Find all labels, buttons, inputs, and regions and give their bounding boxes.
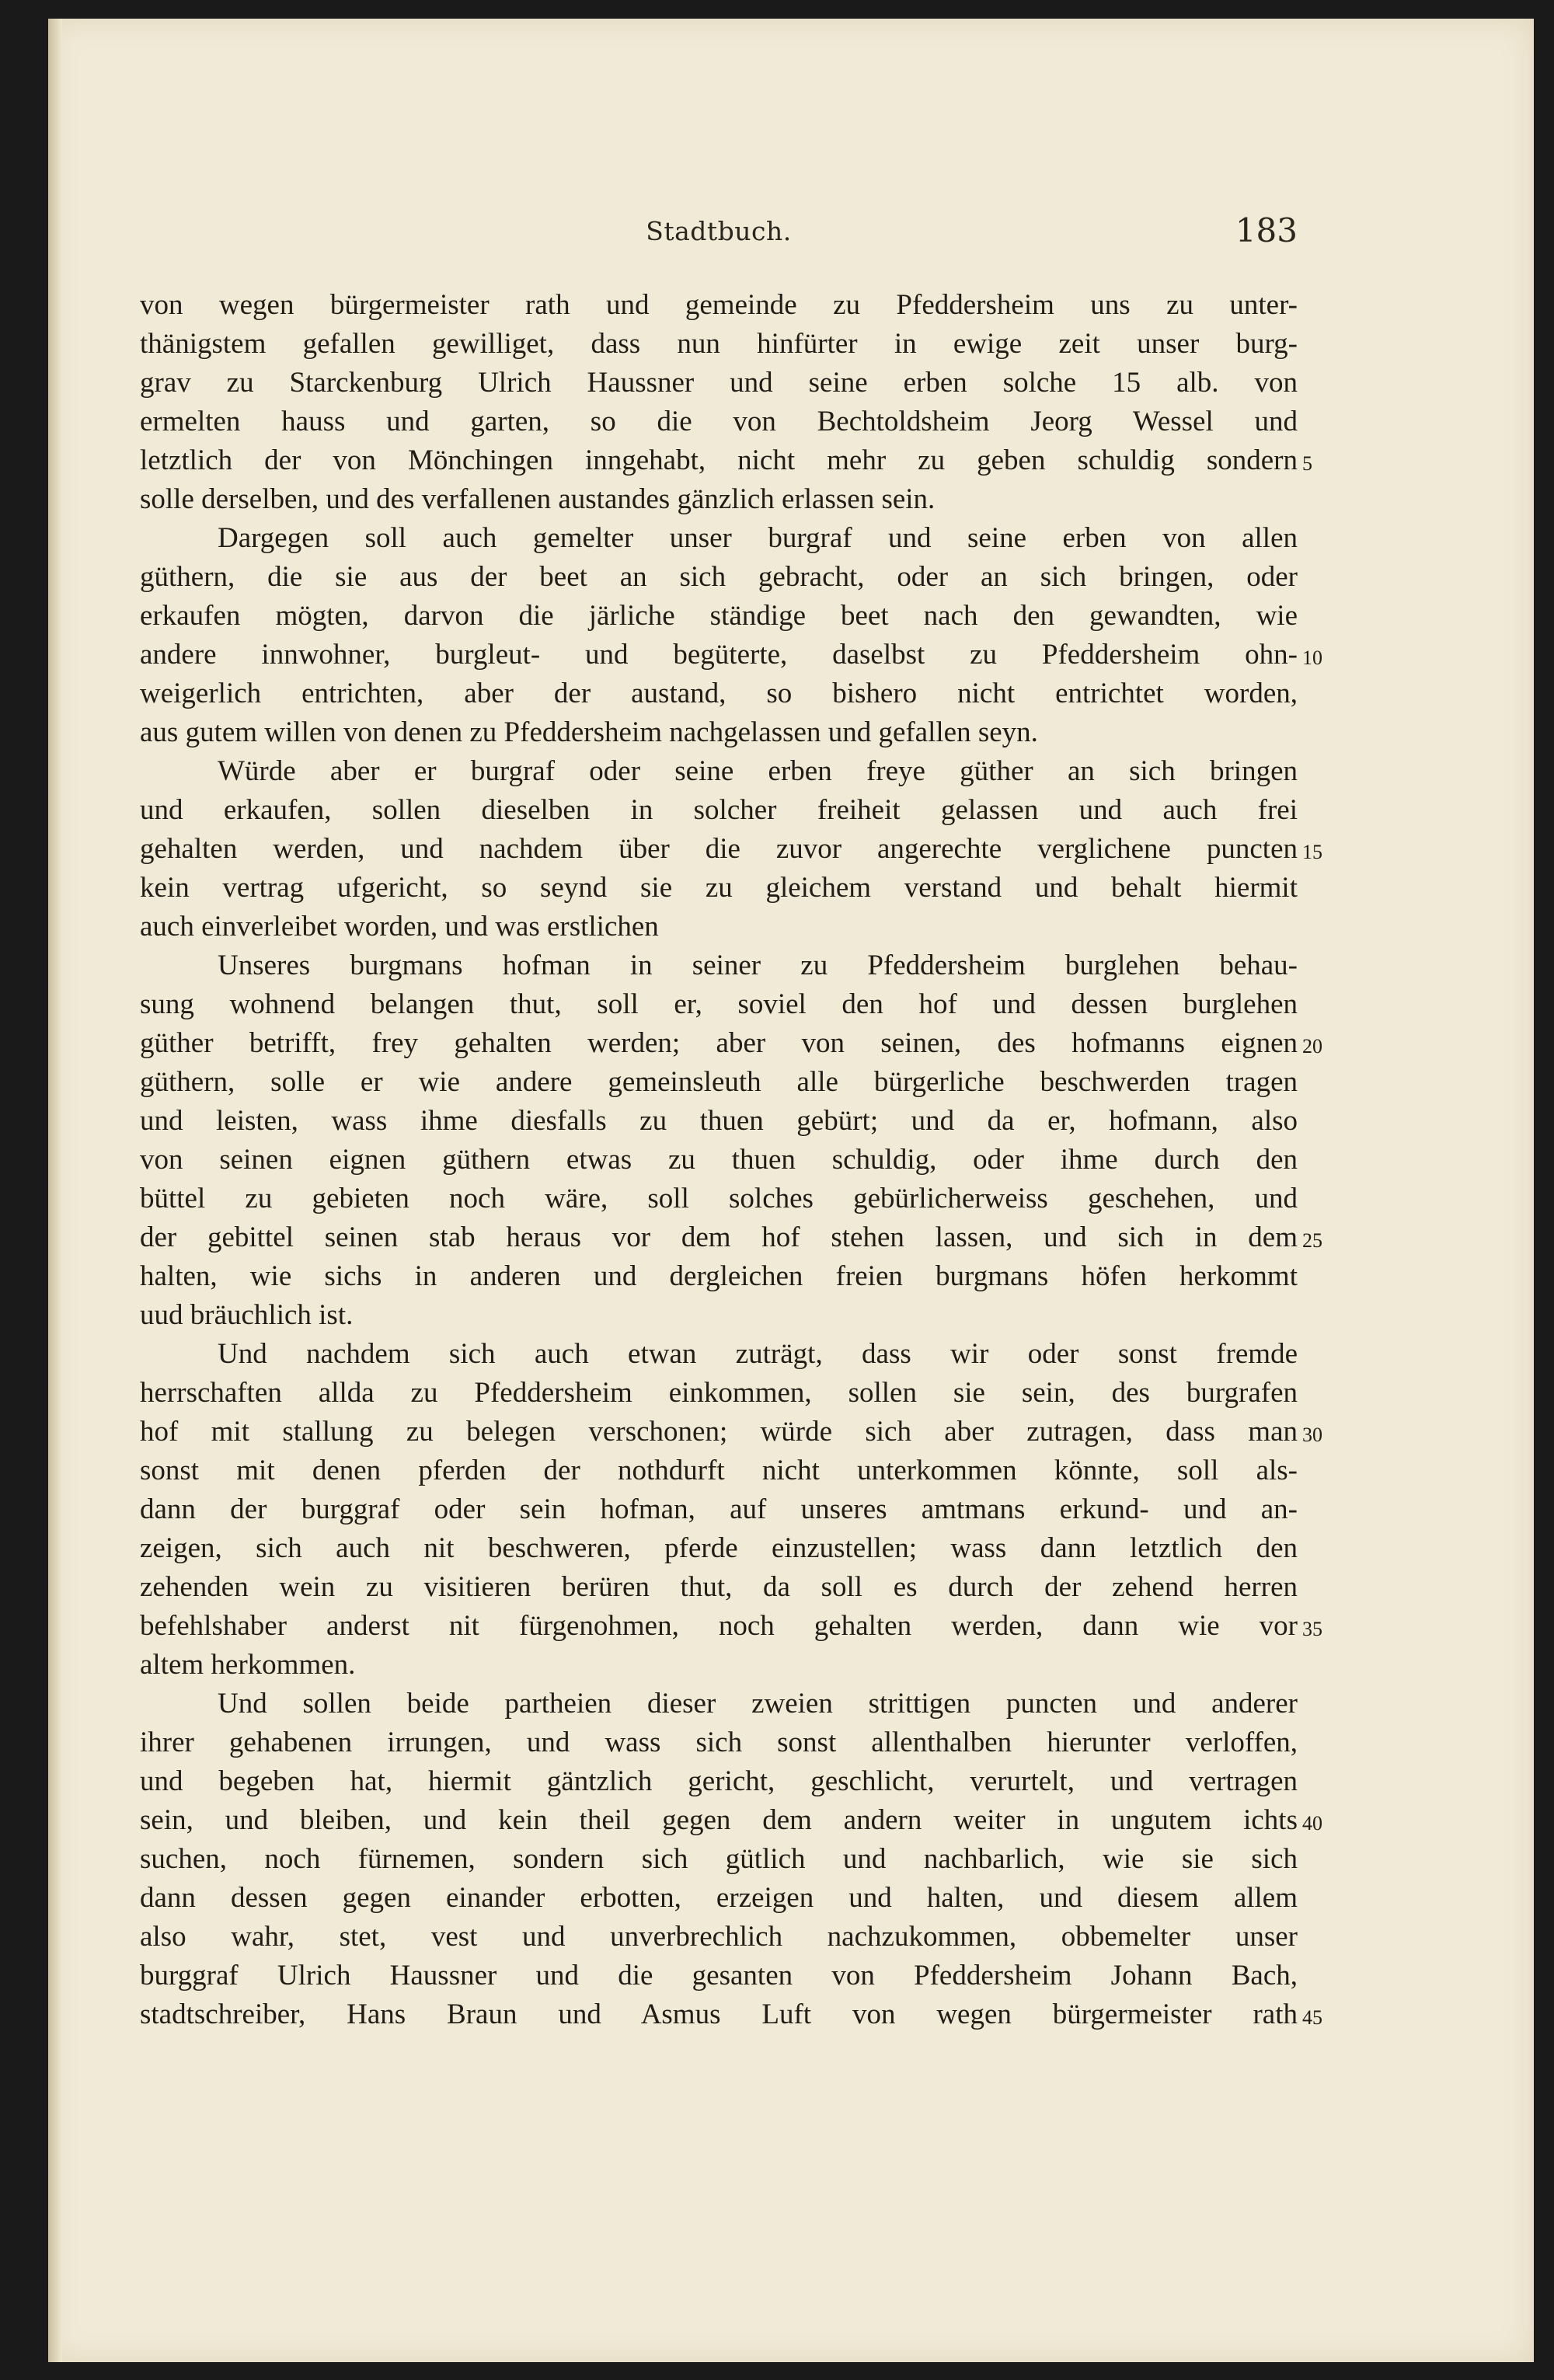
text-line bbox=[140, 1879, 1298, 1918]
text-line bbox=[140, 791, 1298, 830]
text-line-content: halten, wie sichs in anderen und dergleichen freien burgmans höfen herkommt bbox=[140, 1260, 1298, 1292]
text-line-content: sein, und bleiben, und kein theil gegen dem andern weiter in ungutem ichts bbox=[140, 1804, 1298, 1836]
text-line bbox=[140, 1296, 1298, 1335]
text-line-content: uud bräuchlich ist. bbox=[140, 1299, 354, 1331]
text-line-content: sung wohnend belangen thut, soll er, soviel den hof und dessen burglehen bbox=[140, 988, 1298, 1020]
text-line-content: andere innwohner, burgleut- und begüterte, daselbst zu Pfeddersheim ohn- bbox=[140, 639, 1298, 671]
text-line-content: zeigen, sich auch nit beschweren, pferde einzustellen; wass dann letztlich den bbox=[140, 1532, 1298, 1564]
text-line-content: dann dessen gegen einander erbotten, erzeigen und halten, und diesem allem bbox=[140, 1882, 1298, 1914]
text-line bbox=[140, 752, 1298, 791]
text-line bbox=[140, 1918, 1298, 1957]
text-line bbox=[140, 1024, 1322, 1063]
text-line bbox=[140, 1995, 1322, 2034]
text-line-content: grav zu Starckenburg Ulrich Haussner und seine erben solche 15 alb. von bbox=[140, 367, 1298, 399]
text-line bbox=[140, 1685, 1298, 1723]
text-line-content: letztlich der von Mönchingen inngehabt, nicht mehr zu geben schuldig sondern bbox=[140, 444, 1298, 476]
text-line-content: und leisten, wass ihme diesfalls zu thuen gebürt; und da er, hofmann, also bbox=[140, 1105, 1298, 1137]
line-number: 40 bbox=[1302, 1812, 1322, 1835]
text-line bbox=[140, 1218, 1322, 1257]
running-title: Stadtbuch. bbox=[646, 216, 792, 246]
text-line bbox=[140, 286, 1298, 325]
line-number: 35 bbox=[1302, 1618, 1322, 1640]
line-number: 20 bbox=[1302, 1035, 1322, 1058]
text-line bbox=[140, 480, 1298, 519]
text-line-content: Und nachdem sich auch etwan zuträgt, dass wir oder sonst fremde bbox=[218, 1338, 1298, 1370]
text-line bbox=[140, 1801, 1322, 1840]
text-line bbox=[140, 1840, 1298, 1879]
text-line bbox=[140, 1374, 1298, 1413]
line-number: 45 bbox=[1302, 2006, 1322, 2029]
text-line-content: sonst mit denen pferden der nothdurft nicht unterkommen könnte, soll als- bbox=[140, 1455, 1298, 1486]
text-line-content: Dargegen soll auch gemelter unser burgraf und seine erben von allen bbox=[218, 522, 1298, 554]
text-line-content: güther betrifft, frey gehalten werden; aber von seinen, des hofmanns eignen bbox=[140, 1027, 1298, 1059]
text-line-content: stadtschreiber, Hans Braun und Asmus Luft von wegen bürgermeister rath bbox=[140, 1998, 1298, 2030]
text-line bbox=[140, 636, 1322, 674]
text-line bbox=[140, 1257, 1298, 1296]
text-line bbox=[140, 1723, 1298, 1762]
text-line-content: suchen, noch fürnemen, sondern sich gütlich und nachbarlich, wie sie sich bbox=[140, 1843, 1298, 1875]
text-line-content: güthern, solle er wie andere gemeinsleuth alle bürgerliche beschwerden tragen bbox=[140, 1066, 1298, 1098]
text-line bbox=[140, 597, 1298, 636]
text-line bbox=[140, 1568, 1298, 1607]
text-line-content: altem herkommen. bbox=[140, 1649, 356, 1681]
text-line-content: gehalten werden, und nachdem über die zuvor angerechte verglichene puncten bbox=[140, 833, 1298, 865]
text-line-content: thänigstem gefallen gewilliget, dass nun hinfürter in ewige zeit unser burg- bbox=[140, 328, 1298, 360]
text-line bbox=[140, 1102, 1298, 1141]
text-line-content: ermelten hauss und garten, so die von Bechtoldsheim Jeorg Wessel und bbox=[140, 406, 1298, 437]
text-line-content: Und sollen beide partheien dieser zweien strittigen puncten und anderer bbox=[218, 1688, 1298, 1720]
text-line bbox=[140, 946, 1298, 985]
text-line-content: solle derselben, und des verfallenen austandes gänzlich erlassen sein. bbox=[140, 483, 936, 515]
page-gutter bbox=[48, 19, 62, 2362]
text-line-content: Würde aber er burgraf oder seine erben freye güther an sich bringen bbox=[218, 755, 1298, 787]
text-line bbox=[140, 1607, 1322, 1646]
text-line-content: und erkaufen, sollen dieselben in solcher freiheit gelassen und auch frei bbox=[140, 794, 1298, 826]
text-line-content: also wahr, stet, vest und unverbrechlich nachzukommen, obbemelter unser bbox=[140, 1921, 1298, 1953]
text-line-content: erkaufen mögten, darvon die järliche ständige beet nach den gewandten, wie bbox=[140, 600, 1298, 632]
text-line-content: dann der burggraf oder sein hofman, auf unseres amtmans erkund- und an- bbox=[140, 1493, 1298, 1525]
text-line bbox=[140, 325, 1298, 364]
page-number: 183 bbox=[1235, 211, 1298, 249]
text-line-content: befehlshaber anderst nit fürgenohmen, noch gehalten werden, dann wie vor bbox=[140, 1610, 1298, 1642]
page-header bbox=[140, 208, 1298, 255]
text-line-content: von seinen eignen güthern etwas zu thuen schuldig, oder ihme durch den bbox=[140, 1144, 1298, 1176]
text-line-content: auch einverleibet worden, und was erstlichen bbox=[140, 911, 659, 943]
text-line bbox=[140, 1063, 1298, 1102]
text-line bbox=[140, 1490, 1298, 1529]
text-line bbox=[140, 1141, 1298, 1180]
text-line bbox=[140, 1180, 1298, 1218]
page-body bbox=[140, 286, 1322, 2034]
text-line bbox=[140, 402, 1298, 441]
line-number: 15 bbox=[1302, 841, 1322, 863]
line-number: 25 bbox=[1302, 1229, 1322, 1252]
text-line-content: weigerlich entrichten, aber der austand, so bishero nicht entrichtet worden, bbox=[140, 678, 1298, 709]
text-line bbox=[140, 869, 1298, 908]
text-line bbox=[140, 1451, 1298, 1490]
text-line bbox=[140, 1762, 1298, 1801]
line-number: 10 bbox=[1302, 646, 1322, 669]
text-line bbox=[140, 985, 1298, 1024]
text-line-content: aus gutem willen von denen zu Pfeddersheim nachgelassen und gefallen seyn. bbox=[140, 716, 1038, 748]
text-line bbox=[140, 519, 1298, 558]
text-line bbox=[140, 1413, 1322, 1451]
text-line-content: der gebittel seinen stab heraus vor dem hof stehen lassen, und sich in dem bbox=[140, 1221, 1298, 1253]
text-line-content: zehenden wein zu visitieren berüren thut, da soll es durch der zehend herren bbox=[140, 1571, 1298, 1603]
text-line bbox=[140, 1646, 1298, 1685]
text-line bbox=[140, 908, 1298, 946]
text-line bbox=[140, 1335, 1298, 1374]
text-line-content: kein vertrag ufgericht, so seynd sie zu gleichem verstand und behalt hiermit bbox=[140, 872, 1298, 904]
line-number: 30 bbox=[1302, 1423, 1322, 1446]
text-line bbox=[140, 830, 1322, 869]
line-number: 5 bbox=[1302, 452, 1312, 475]
text-line-content: güthern, die sie aus der beet an sich gebracht, oder an sich bringen, oder bbox=[140, 561, 1298, 593]
text-line bbox=[140, 1957, 1298, 1995]
text-line bbox=[140, 441, 1312, 480]
text-line bbox=[140, 558, 1298, 597]
text-line bbox=[140, 713, 1298, 752]
text-line-content: von wegen bürgermeister rath und gemeinde zu Pfeddersheim uns zu unter- bbox=[140, 289, 1298, 321]
text-line-content: herrschaften allda zu Pfeddersheim einkommen, sollen sie sein, des burgrafen bbox=[140, 1377, 1298, 1409]
text-line-content: hof mit stallung zu belegen verschonen; würde sich aber zutragen, dass man bbox=[140, 1416, 1298, 1448]
text-line-content: und begeben hat, hiermit gäntzlich gericht, geschlicht, verurtelt, und vertragen bbox=[140, 1765, 1298, 1797]
text-line bbox=[140, 364, 1298, 402]
text-line bbox=[140, 674, 1298, 713]
text-line-content: Unseres burgmans hofman in seiner zu Pfeddersheim burglehen behau- bbox=[218, 950, 1298, 981]
text-line-content: burggraf Ulrich Haussner und die gesanten von Pfeddersheim Johann Bach, bbox=[140, 1960, 1298, 1991]
text-line-content: büttel zu gebieten noch wäre, soll solches gebürlicherweiss geschehen, und bbox=[140, 1183, 1298, 1214]
text-line-content: ihrer gehabenen irrungen, und wass sich sonst allenthalben hierunter verloffen, bbox=[140, 1727, 1298, 1758]
text-line bbox=[140, 1529, 1298, 1568]
